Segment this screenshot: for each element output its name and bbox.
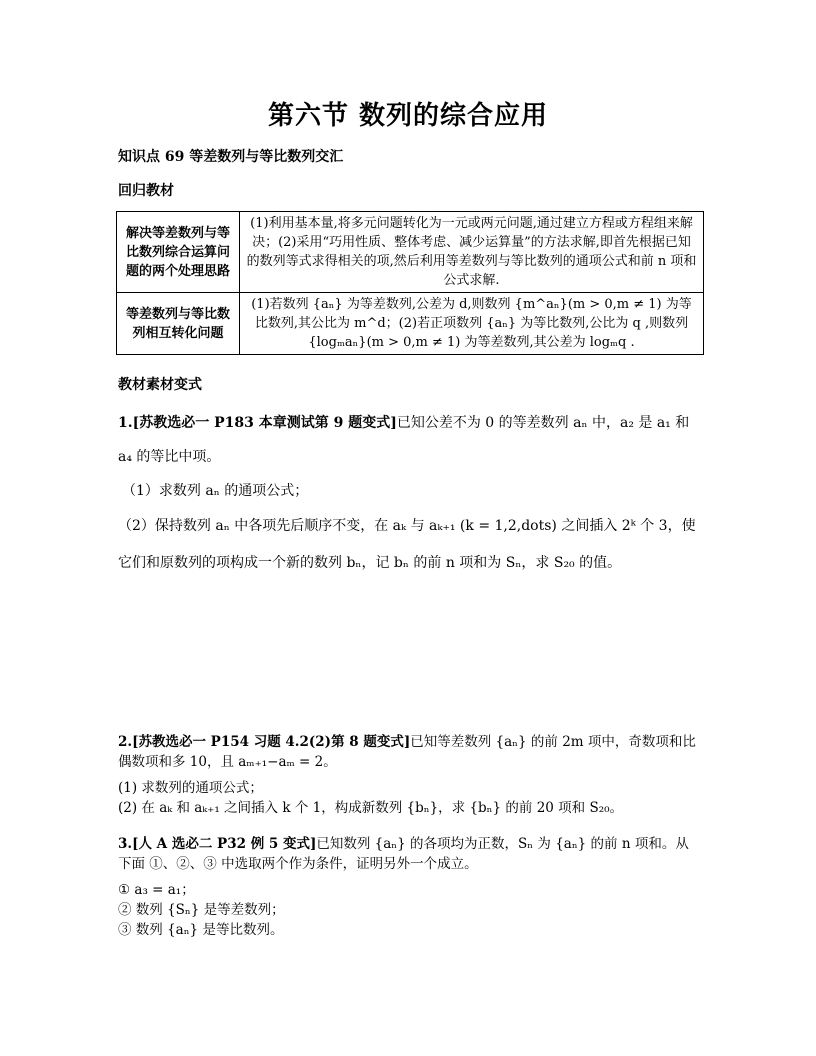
question-1-stem: 已知公差不为 0 的等差数列 aₙ 中，a₂ 是 a₁ 和 a₄ 的等比中项。: [118, 415, 690, 465]
question-1-tag: 1.[苏教选必一 P183 本章测试第 9 题变式]: [118, 415, 397, 431]
question-1: [118, 406, 698, 474]
question-2-tag: 2.[苏教选必一 P154 习题 4.2(2)第 8 题变式]: [118, 734, 411, 750]
row1-label: 解决等差数列与等比数列综合运算问题的两个处理思路: [125, 225, 230, 279]
table-content-cell: [240, 293, 704, 355]
question-1-part-1: （1）求数列 aₙ 的通项公式；: [122, 483, 309, 499]
question-3-stem: 已知数列 {aₙ} 的各项均为正数，Sₙ 为 {aₙ} 的前 n 项和。从下面 ①、②、③ 中选取两个作为条件，证明另外一个成立。: [118, 836, 689, 872]
method-table: [116, 211, 704, 355]
table-label-cell: [117, 293, 240, 355]
question-2: [118, 732, 698, 772]
table-row: [117, 212, 704, 293]
variants-heading: 教材素材变式: [118, 377, 202, 393]
row2-label: 等差数列与等比数列相互转化问题: [125, 306, 230, 341]
question-2-stem: 已知等差数列 {aₙ} 的前 2m 项中，奇数项和比偶数项和多 10，且 aₘ₊₁−aₘ = 2。: [118, 734, 696, 770]
knowledge-point-heading: 知识点 69 等差数列与等比数列交汇: [118, 149, 344, 165]
question-2-part-2: (2) 在 aₖ 和 aₖ₊₁ 之间插入 k 个 1，构成新数列 {bₙ}，求 {bₙ} 的前 20 项和 S₂₀。: [118, 800, 624, 816]
page-title: 第六节 数列的综合应用: [267, 101, 549, 131]
row2-text: (1)若数列 {aₙ} 为等差数列,公差为 d,则数列 {m^aₙ}(m > 0,m ≠ 1) 为等比数列,其公比为 m^d；(2)若正项数列 {aₙ} 为等比数列,公比为 q ,则数列 {logₘaₙ}(m > 0,m ≠ 1) 为等差数列,其公差为 logₘq .: [251, 297, 692, 350]
question-1-part-2: （2）保持数列 aₙ 中各项先后顺序不变，在 aₖ 与 aₖ₊₁ (k = 1,2,dots) 之间插入 2ᵏ 个 3，使它们和原数列的项构成一个新的数列 bₙ，记 bₙ 的前 n 项和为 Sₙ，求 S₂₀ 的值。: [118, 518, 696, 571]
return-textbook-heading: 回归教材: [118, 183, 174, 199]
table-content-cell: [240, 212, 704, 293]
question-2-part-1: (1) 求数列的通项公式；: [118, 780, 263, 796]
condition-1: ① a₃ = a₁；: [118, 882, 195, 898]
question-3: [118, 834, 698, 874]
condition-3: ③ 数列 {aₙ} 是等比数列。: [118, 922, 284, 938]
table-label-cell: [117, 212, 240, 293]
row1-text: (1)利用基本量,将多元问题转化为一元或两元问题,通过建立方程或方程组来解决；(2)采用“巧用性质、整体考虑、减少运算量”的方法求解,即首先根据已知的数列等式求得相关的项,然后利用等差数列与等比数列的通项公式和前 n 项和公式求解.: [246, 216, 697, 288]
condition-2: ② 数列 {Sₙ} 是等差数列；: [118, 902, 285, 918]
question-3-tag: 3.[人 A 选必二 P32 例 5 变式]: [118, 836, 317, 852]
table-row: [117, 293, 704, 355]
